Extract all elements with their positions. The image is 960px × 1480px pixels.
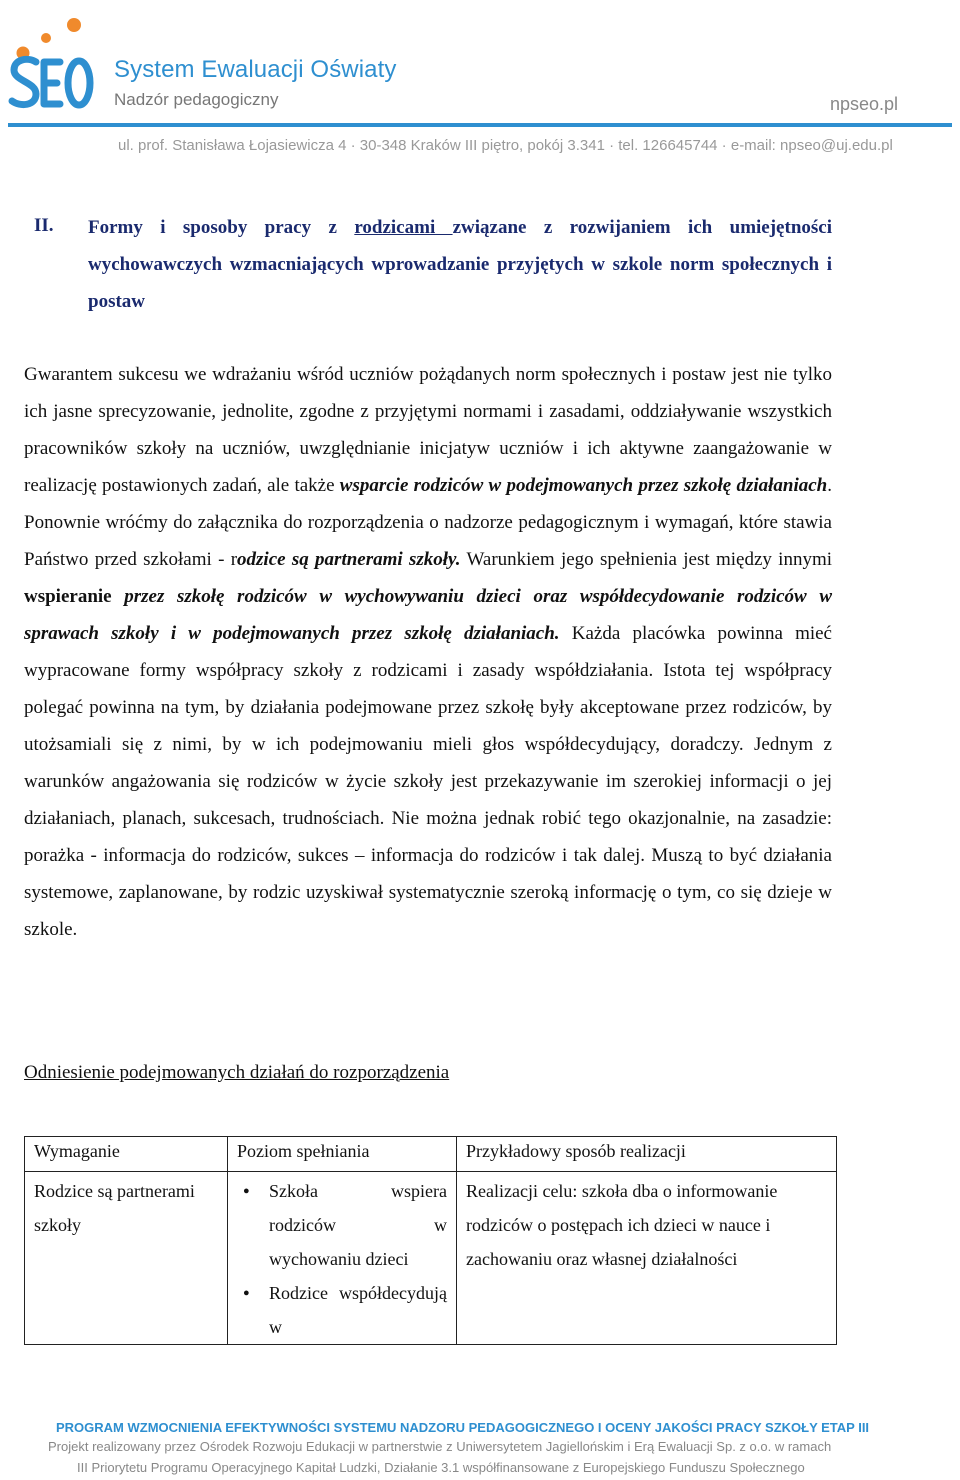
header-divider: [8, 123, 952, 127]
section-title: [88, 209, 832, 320]
brand-subtitle: Nadzór pedagogiczny: [114, 90, 279, 109]
footer-line-1: Projekt realizowany przez Ośrodek Rozwoju Edukacji w partnerstwie z Uniwersytetem Jagiellońskim i Erą Ewaluacji Sp. z o.o. w ramach: [48, 1439, 832, 1454]
header-example: Przykładowy sposób realizacji: [457, 1137, 837, 1172]
cell-levels: [228, 1172, 457, 1345]
section-number: II.: [34, 215, 54, 236]
list-item: ● Szkoła wspiera rodziców w wychowaniu dzieci: [237, 1174, 447, 1276]
seo-logo: [6, 14, 98, 126]
header-level: Poziom spełniania: [228, 1137, 457, 1172]
body-text-4: Każda placówka powinna mieć wypracowane formy współpracy szkoły z rodzicami i zasady współdziałania. Istota tej współpracy polegać powinna na tym, by działania podejmowane przez szkołę były akceptowane przez rodziców, by utożsamiali się z nimi, by w ich podejmowaniu mieli głos współdecydujący, doradczy. Jednym z warunków angażowania się rodziców w życie szkoły jest przekazywanie im szerokiej informacji o jej działaniach, planach, sukcesach, trudnościach. Nie można jednak robić tego okazjonalnie, na zasadzie: porażka - informacja do rodziców, sukces – informacja do rodziców i tak dalej. Muszą to być działania systemowe, zaplanowane, by rodzic uzyskiwał systematycznie szeroką informację o tym, co się dzieje w szkole.: [24, 623, 832, 940]
footer-line-2: III Priorytetu Programu Operacyjnego Kapitał Ludzki, Działanie 3.1 współfinansowane z Europejskiego Funduszu Społecznego: [77, 1460, 805, 1475]
list-item: ● Rodzice współdecydują w: [237, 1276, 447, 1344]
cell-example: Realizacji celu: szkoła dba o informowanie rodziców o postępach ich dzieci w nauce i zachowaniu oraz własnej działalności: [457, 1172, 837, 1345]
body-text-2: . Ponownie wróćmy do załącznika do rozporządzenia o nadzorze pedagogicznym i wymagań, które stawia Państwo przed szkołami - r: [24, 475, 832, 570]
subheading-regulation: Odniesienie podejmowanych działań do rozporządzenia: [24, 1062, 450, 1083]
emphasis-supporting: wspieranie: [24, 586, 112, 607]
table-header-row: [25, 1137, 837, 1172]
emphasis-support: wsparcie rodziców w podejmowanych przez szkołę działaniach: [339, 475, 828, 496]
table-row: [25, 1172, 837, 1345]
brand-title: System Ewaluacji Oświaty: [114, 56, 397, 83]
section-title-underlined: rodzicami: [354, 217, 453, 238]
header-requirement: Wymaganie: [25, 1137, 228, 1172]
footer-program: PROGRAM WZMOCNIENIA EFEKTYWNOŚCI SYSTEMU NADZORU PEDAGOGICZNEGO I OCENY JAKOŚCI PRACY SZKOŁY ETAP III: [56, 1420, 870, 1435]
emphasis-codecision: przez szkołę rodziców w wychowywaniu dzieci oraz współdecydowanie rodziców w sprawach szkoły i w podejmowanych przez szkołę działaniach.: [24, 586, 832, 644]
contact-address: ul. prof. Stanisława Łojasiewicza 4 · 30-348 Kraków III piętro, pokój 3.341 · tel. 126645744 · e-mail: npseo@uj.edu.pl: [118, 137, 893, 154]
body-text-3: Warunkiem jego spełnienia jest między innymi: [460, 549, 833, 570]
section-title-part2: związane z rozwijaniem ich umiejętności wychowawczych wzmacniających wprowadzanie przyjętych w szkole norm społecznych i postaw: [88, 217, 832, 312]
emphasis-partners: odzice są partnerami szkoły.: [237, 549, 461, 570]
body-text-1: Gwarantem sukcesu we wdrażaniu wśród uczniów pożądanych norm społecznych i postaw jest nie tylko ich jasne sprecyzowanie, jednolite, zgodne z przyjętymi normami i zasadami, oddziaływanie wszystkich pracowników szkoły na uczniów, uwzględnianie inicjatyw uczniów i ich aktywne zaangażowanie w realizację postawionych zadań, ale także: [24, 364, 832, 496]
requirements-table: [24, 1136, 837, 1345]
levels-list: [237, 1174, 447, 1344]
site-link[interactable]: npseo.pl: [829, 94, 898, 114]
body-paragraph: [24, 356, 832, 948]
cell-requirement: Rodzice są partnerami szkoły: [25, 1172, 228, 1345]
section-title-part1: Formy i sposoby pracy z: [88, 217, 355, 238]
